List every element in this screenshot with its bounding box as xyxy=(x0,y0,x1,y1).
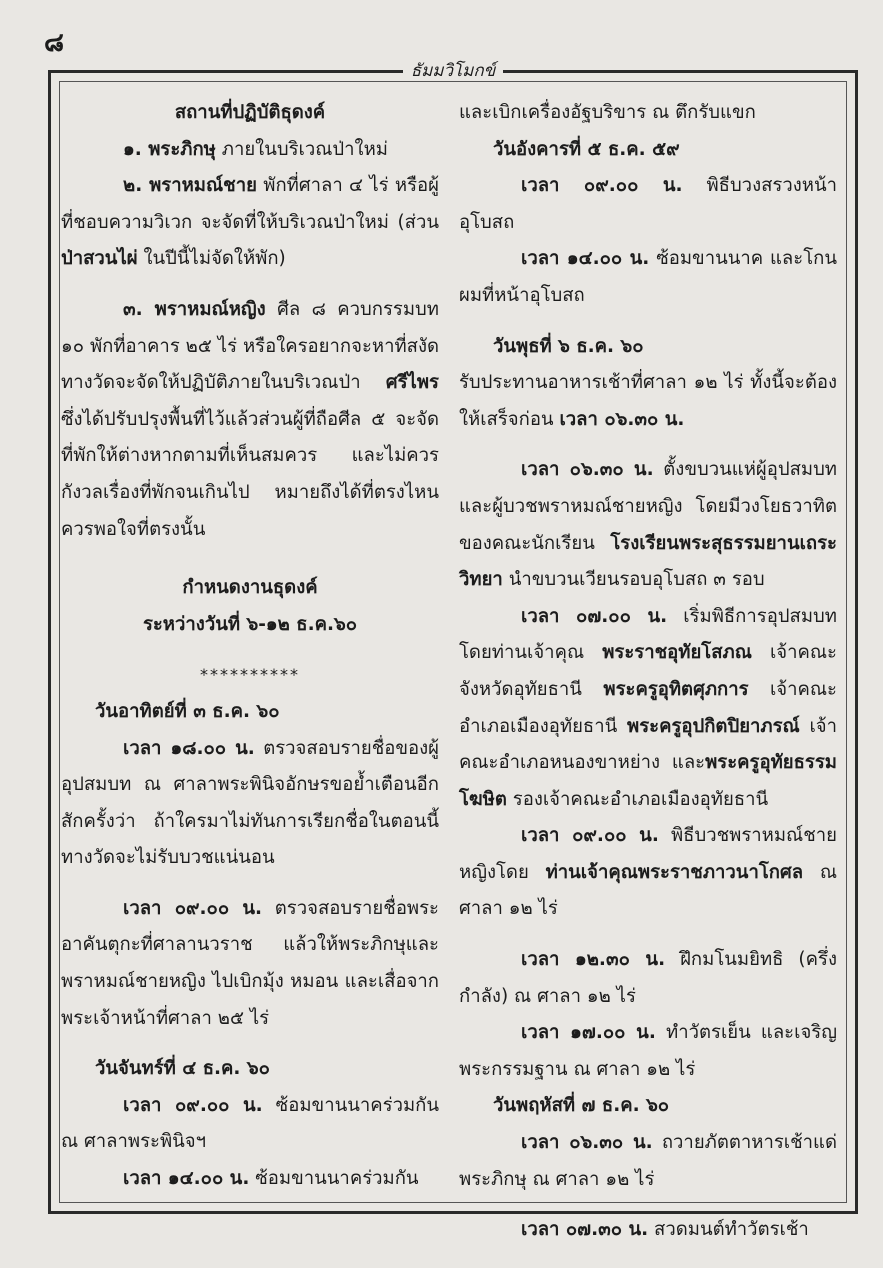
monk-name-1: พระราชอุทัยโสภณ xyxy=(602,642,752,664)
entry-text: สวดมนต์ทำวัตรเช้า xyxy=(648,1219,809,1241)
time-label: เวลา ๑๒.๓๐ น. xyxy=(521,949,666,971)
entry-text: พิธีบวงสรวงหน้าอุโบสถ xyxy=(459,175,837,233)
monk-name-3: พระครูอุปกิตปิยาภรณ์ xyxy=(627,715,800,737)
school-name: โรงเรียนพระสุธรรมยานเถระวิทยา xyxy=(459,532,837,591)
heading-schedule: กำหนดงานธุดงค์ xyxy=(182,577,318,599)
text-monks: ภายในบริเวณป่าใหม่ xyxy=(215,138,388,160)
entry-sun-0900 xyxy=(61,891,439,1037)
entry-text: ตรวจสอบรายชื่อของผู้อุปสมบท ณ ศาลาพระพินิจอักษรขอย้ำเตือนอีกสักครั้งว่า ถ้าใครมาไม่ทันการเรียกชื่อในตอนนี้ทางวัดจะไม่รับบวชแน่นอน xyxy=(61,737,440,869)
entry-wed-0900 xyxy=(459,818,837,928)
running-header xyxy=(51,57,855,84)
entry-text: ตั้งขบวนแห่ผู้อุปสมบทและผู้บวชพราหมณ์ชายหญิง โดยมีวงโยธวาทิตของคณะนักเรียน xyxy=(459,459,838,554)
time-label: เวลา ๑๔.๐๐ น. xyxy=(123,1168,250,1190)
day-sunday: วันอาทิตย์ที่ ๓ ธ.ค. ๖๐ xyxy=(95,700,280,722)
time-label: เวลา ๐๖.๓๐ น. xyxy=(521,1132,653,1154)
entry-wed-0700 xyxy=(459,599,837,819)
entry-continued: และเบิกเครื่องอัฐบริขาร ณ ตึกรับแขก xyxy=(459,102,756,123)
entry-text: เริ่มพิธีการอุปสมบทโดยท่านเจ้าคุณ xyxy=(459,605,837,664)
entry-wed-breakfast xyxy=(459,365,837,438)
text-brahmin-women: ศีล ๘ ควบกรรมบท ๑๐ พักที่อาคาร ๒๕ ไร่ หรือใครอยากจะหาที่สงัดทางวัดจะจัดให้ปฏิบัติภายในบริเวณป่า xyxy=(61,298,439,394)
entry-text: รับประทานอาหารเช้าที่ศาลา ๑๒ ไร่ ทั้งนี้จะต้องให้เสร็จก่อน xyxy=(459,372,837,430)
text-brahmin-men-2: ในปีนี้ไม่จัดให้พัก) xyxy=(137,248,286,270)
time-label: เวลา ๐๙.๐๐ น. xyxy=(123,1094,263,1116)
place-bamboo-forest: ป่าสวนไผ่ xyxy=(61,248,138,270)
entry-wed-1230 xyxy=(459,942,837,1015)
entry-text-5: รองเจ้าคณะอำเภอเมืองอุทัยธานี xyxy=(506,788,769,810)
entry-sun-1800 xyxy=(61,731,439,877)
para-brahmin-men xyxy=(61,168,439,278)
page-frame xyxy=(48,61,858,1241)
entry-text-4: เจ้าคณะอำเภอหนองขาหย่าง และ xyxy=(459,715,837,774)
label-monks: ๑. พระภิกษุ xyxy=(123,138,216,160)
time-label: เวลา ๐๙.๐๐ น. xyxy=(521,825,659,847)
time-label: เวลา ๐๗.๐๐ น. xyxy=(521,605,668,627)
text-brahmin-men: พักที่ศาลา ๔ ไร่ หรือผู้ที่ชอบความวิเวก จะจัดที่ให้บริเวณป่าใหม่ (ส่วน xyxy=(61,175,439,233)
entry-text: ซ้อมขานนาคร่วมกัน ณ ศาลาพระพินิจฯ xyxy=(61,1094,440,1153)
entry-text-3: เจ้าคณะอำเภอเมืองอุทัยธานี xyxy=(459,678,837,737)
para-brahmin-women xyxy=(61,292,439,548)
entry-text: ซ้อมขานนาค และโกนผมที่หน้าอุโบสถ xyxy=(459,248,837,306)
entry-text: ถวายภัตตาหารเช้าแด่พระภิกษุ ณ ศาลา ๑๒ ไร่ xyxy=(459,1132,837,1190)
entry-thu-0630 xyxy=(459,1125,837,1198)
entry-tue-1400 xyxy=(459,241,837,314)
day-monday: วันจันทร์ที่ ๔ ธ.ค. ๖๐ xyxy=(95,1058,270,1080)
left-column xyxy=(61,95,439,1198)
time-label: เวลา ๑๘.๐๐ น. xyxy=(123,737,255,759)
entry-mon-1400 xyxy=(61,1161,439,1198)
time-label: เวลา ๐๖.๓๐ น. xyxy=(521,459,654,481)
day-wednesday: วันพุธที่ ๖ ธ.ค. ๖๐ xyxy=(493,335,644,357)
place-sriprai: ศรีไพร xyxy=(385,372,439,394)
entry-text: ทำวัตรเย็น และเจริญพระกรรมฐาน ณ ศาลา ๑๒ ไร่ xyxy=(459,1022,837,1080)
heading-schedule-dates: ระหว่างวันที่ ๖-๑๒ ธ.ค.๖๐ xyxy=(142,613,358,635)
monk-name-2: พระครูอุทิตศุภการ xyxy=(603,678,749,700)
entry-tue-0900 xyxy=(459,168,837,241)
time-label: เวลา ๐๖.๓๐ น. xyxy=(559,408,685,430)
time-label: เวลา ๑๗.๐๐ น. xyxy=(521,1022,656,1044)
heading-practice-places: สถานที่ปฏิบัติธุดงค์ xyxy=(174,102,326,123)
label-brahmin-women: ๓. พราหมณ์หญิง xyxy=(123,298,266,320)
entry-text: ซ้อมขานนาคร่วมกัน xyxy=(249,1168,419,1190)
right-column xyxy=(459,95,837,1249)
header-title: ธัมมวิโมกข์ xyxy=(403,61,504,81)
entry-text-2: นำขบวนเวียนรอบอุโบสถ ๓ รอบ xyxy=(502,569,765,591)
separator-stars: ********** xyxy=(200,665,300,685)
entry-text: พิธีบวชพราหมณ์ชายหญิงโดย xyxy=(459,825,837,883)
label-brahmin-men: ๒. พราหมณ์ชาย xyxy=(123,175,257,197)
entry-wed-1700 xyxy=(459,1015,837,1088)
entry-text-2: เจ้าคณะจังหวัดอุทัยธานี xyxy=(459,642,837,700)
para-monks xyxy=(61,132,439,169)
entry-mon-0900 xyxy=(61,1088,439,1161)
time-label: เวลา ๐๙.๐๐ น. xyxy=(521,175,683,197)
text-brahmin-women-2: ซึ่งได้ปรับปรุงพื้นที่ไว้แล้วส่วนผู้ที่ถือศีล ๕ จะจัดที่พักให้ต่างหากตามที่เห็นสมควร และไม่ควรกังวลเรื่องที่พักจนเกินไป หมายถึงได้ที่ตรงไหนควรพอใจที่ตรงนั้น xyxy=(61,408,439,540)
entry-text-2: ณ ศาลา ๑๒ ไร่ xyxy=(459,861,837,920)
time-label: เวลา ๐๙.๐๐ น. xyxy=(123,897,263,919)
time-label: เวลา ๐๗.๓๐ น. xyxy=(521,1219,649,1241)
time-label: เวลา ๑๔.๐๐ น. xyxy=(521,248,650,270)
entry-thu-0730 xyxy=(459,1212,837,1249)
day-tuesday: วันอังคารที่ ๕ ธ.ค. ๕๙ xyxy=(493,138,680,160)
monk-name: ท่านเจ้าคุณพระราชภาวนาโกศล xyxy=(545,861,804,883)
entry-text: ฝึกมโนมยิทธิ (ครึ่งกำลัง) ณ ศาลา ๑๒ ไร่ xyxy=(459,949,837,1007)
entry-wed-0630 xyxy=(459,452,837,598)
monk-name-4: พระครูอุทัยธรรมโฆษิต xyxy=(459,752,837,810)
entry-text: ตรวจสอบรายชื่อพระอาคันตุกะที่ศาลานวราช แล้วให้พระภิกษุและพราหมณ์ชายหญิง ไปเบิกมุ้ง หมอน และเสื่อจากพระเจ้าหน้าที่ศาลา ๒๕ ไร่ xyxy=(61,897,439,1029)
page-number: ๘ xyxy=(44,28,66,58)
day-thursday: วันพฤหัสที่ ๗ ธ.ค. ๖๐ xyxy=(493,1095,670,1117)
